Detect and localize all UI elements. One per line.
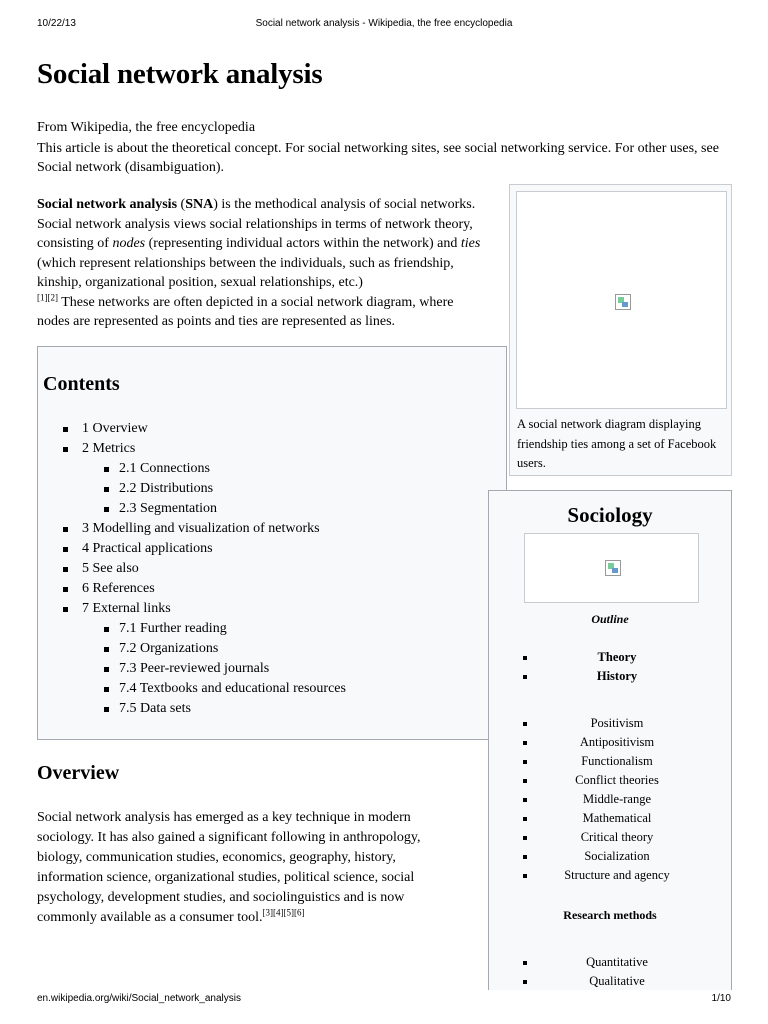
bullet-icon [523,675,527,679]
sidebar-theory-link[interactable] [489,733,731,752]
bullet-icon [523,760,527,764]
sidebar-theory-link-label[interactable]: Conflict theories [575,773,659,787]
bullet-icon [63,567,68,572]
bullet-icon [523,798,527,802]
toc-item[interactable] [38,559,506,579]
sidebar-method-link-label[interactable]: Qualitative [589,974,645,988]
bullet-icon [523,980,527,984]
toc-item-label[interactable]: 2 Metrics [82,441,136,456]
toc-item[interactable] [38,419,506,439]
sidebar-theory-link-label[interactable]: Positivism [590,716,644,730]
sidebar-title[interactable]: Sociology [567,503,653,527]
toc-item[interactable] [38,619,506,639]
bullet-icon [104,467,109,472]
sidebar-theory-link[interactable] [489,847,731,866]
bullet-icon [523,779,527,783]
sidebar-top-link-label[interactable]: History [596,669,638,683]
sidebar-theory-link[interactable] [489,714,731,733]
toc-item-label[interactable]: 2.3 Segmentation [119,501,217,516]
overview-refs[interactable]: [3][4][5][6] [262,907,305,918]
bullet-icon [63,527,68,532]
sidebar-methods [489,953,731,991]
toc-item-label[interactable]: 6 References [82,581,155,596]
toc-item-label[interactable]: 7 External links [82,601,171,616]
sidebar-theory-link[interactable] [489,828,731,847]
sidebar-image-frame[interactable] [524,533,699,603]
figure-caption: A social network diagram displaying friendship ties among a set of Facebook users. [517,417,717,470]
bullet-icon [63,447,68,452]
sidebar-theory-link-label[interactable]: Mathematical [582,811,652,825]
sidebar-theory-link-label[interactable]: Socialization [584,849,650,863]
section-heading-overview: Overview [37,762,120,784]
broken-image-icon [615,294,631,310]
bullet-icon [104,507,109,512]
sidebar-theory-link-label[interactable]: Antipositivism [579,735,655,749]
bullet-icon [523,741,527,745]
toc-item[interactable] [38,679,506,699]
toc-item-label[interactable]: 7.1 Further reading [119,621,227,636]
lead-nodes[interactable]: nodes [112,236,146,251]
print-title: Social network analysis - Wikipedia, the free encyclopedia [255,18,513,29]
toc-item-label[interactable]: 7.3 Peer-reviewed journals [119,661,270,676]
toc-item-label[interactable]: 1 Overview [82,421,148,436]
figure-image-frame[interactable] [516,191,727,409]
toc-item[interactable] [38,439,506,459]
sidebar-theory-link[interactable] [489,771,731,790]
site-subtitle: From Wikipedia, the free encyclopedia [37,120,256,135]
toc-list [38,419,506,719]
sidebar-method-link[interactable] [489,972,731,991]
bullet-icon [523,817,527,821]
bullet-icon [104,687,109,692]
bullet-icon [523,961,527,965]
lead-text-4: These networks are often depicted in a social network diagram, where nodes are represented as points and ties are represented as lines. [37,294,454,329]
toc-heading: Contents [43,373,120,395]
bullet-icon [63,607,68,612]
toc-item[interactable] [38,499,506,519]
bullet-icon [523,836,527,840]
print-date: 10/22/13 [37,18,76,29]
bullet-icon [63,587,68,592]
sidebar-method-link-label[interactable]: Quantitative [586,955,648,969]
sidebar-theories [489,714,731,885]
sidebar-top-link[interactable] [489,648,731,667]
overview-text: Social network analysis has emerged as a key technique in modern sociology. It has also gained a significant following in anthropology, biology, communication studies, economics, geography, history, information science, organizational studies, political science, social psychology, development studies, and sociolinguistics and is now commonly available as a consumer tool. [37,810,421,925]
toc-item[interactable] [38,579,506,599]
sidebar-theory-link-label[interactable]: Functionalism [581,754,653,768]
sidebar-theory-link[interactable] [489,752,731,771]
sidebar-theory-link[interactable] [489,866,731,885]
sidebar-top-link[interactable] [489,667,731,686]
toc-item[interactable] [38,539,506,559]
print-url: en.wikipedia.org/wiki/Social_network_analysis [37,993,241,1004]
hatnote[interactable]: This article is about the theoretical concept. For social networking sites, see social networking service. For other uses, see Social network (disambiguation). [37,141,719,175]
sociology-sidebar [488,490,732,990]
bullet-icon [104,667,109,672]
sidebar-theory-link[interactable] [489,790,731,809]
toc-item-label[interactable]: 3 Modelling and visualization of networks [82,521,320,536]
bullet-icon [523,722,527,726]
bullet-icon [104,487,109,492]
bullet-icon [523,855,527,859]
sidebar-top-link-label[interactable]: Theory [597,650,637,664]
lead-text-2: (representing individual actors within the network) and [145,236,461,251]
sidebar-top-links [489,648,731,686]
lead-abbr: SNA [185,197,214,212]
toc-item-label[interactable]: 7.5 Data sets [119,701,191,716]
toc-item[interactable] [38,459,506,479]
sidebar-method-link[interactable] [489,953,731,972]
toc-item[interactable] [38,599,506,619]
sidebar-theory-link-label[interactable]: Critical theory [580,830,654,844]
sidebar-outline-link[interactable]: Outline [591,612,629,626]
lead-paragraph: Social network analysis (SNA) is the methodical analysis of social networks. Social network analysis views social relationships in terms of network theory, consisting of nodes (representing individual actors within the network) and ties (which represent relationships between the individuals, such as friendship, kinship, organizational position, sexual relationships, etc.) [1][2] These networks are often depicted in a social network diagram, where nodes are represented as points and ties are represented as lines. [37,197,481,329]
print-page-number: 1/10 [711,993,731,1004]
toc-item[interactable] [38,519,506,539]
overview-paragraph [37,808,457,928]
bullet-icon [104,707,109,712]
toc-item-label[interactable]: 2.1 Connections [119,461,210,476]
bullet-icon [63,547,68,552]
toc-item-label[interactable]: 7.2 Organizations [119,641,219,656]
lead-refs[interactable]: [1][2] [37,291,58,302]
bullet-icon [523,656,527,660]
figure-thumbnail [509,184,732,476]
sidebar-methods-heading: Research methods [563,908,657,922]
toc-item[interactable] [38,659,506,679]
toc-item-label[interactable]: 7.4 Textbooks and educational resources [119,681,346,696]
toc-item-label[interactable]: 2.2 Distributions [119,481,214,496]
lead-text-1: ) is the methodical analysis of social networks. Social network analysis views social relationships in terms of network theory, consisting of [37,197,476,251]
sidebar-theory-link-label[interactable]: Structure and agency [564,868,670,882]
bullet-icon [104,647,109,652]
broken-image-icon [605,560,621,576]
lead-ties[interactable]: ties [460,236,481,251]
table-of-contents [37,346,507,740]
toc-item-label[interactable]: 5 See also [82,561,139,576]
page-title: Social network analysis [37,58,323,90]
lead-text-3: (which represent relationships between the individuals, such as friendship, kinship, organizational position, sexual relationships, etc.) [37,255,454,290]
toc-item-label[interactable]: 4 Practical applications [82,541,213,556]
sidebar-theory-link[interactable] [489,809,731,828]
bullet-icon [63,427,68,432]
toc-item[interactable] [38,699,506,719]
toc-item[interactable] [38,639,506,659]
lead-term: Social network analysis [37,197,178,212]
bullet-icon [104,627,109,632]
toc-item[interactable] [38,479,506,499]
bullet-icon [523,874,527,878]
sidebar-theory-link-label[interactable]: Middle-range [582,792,652,806]
